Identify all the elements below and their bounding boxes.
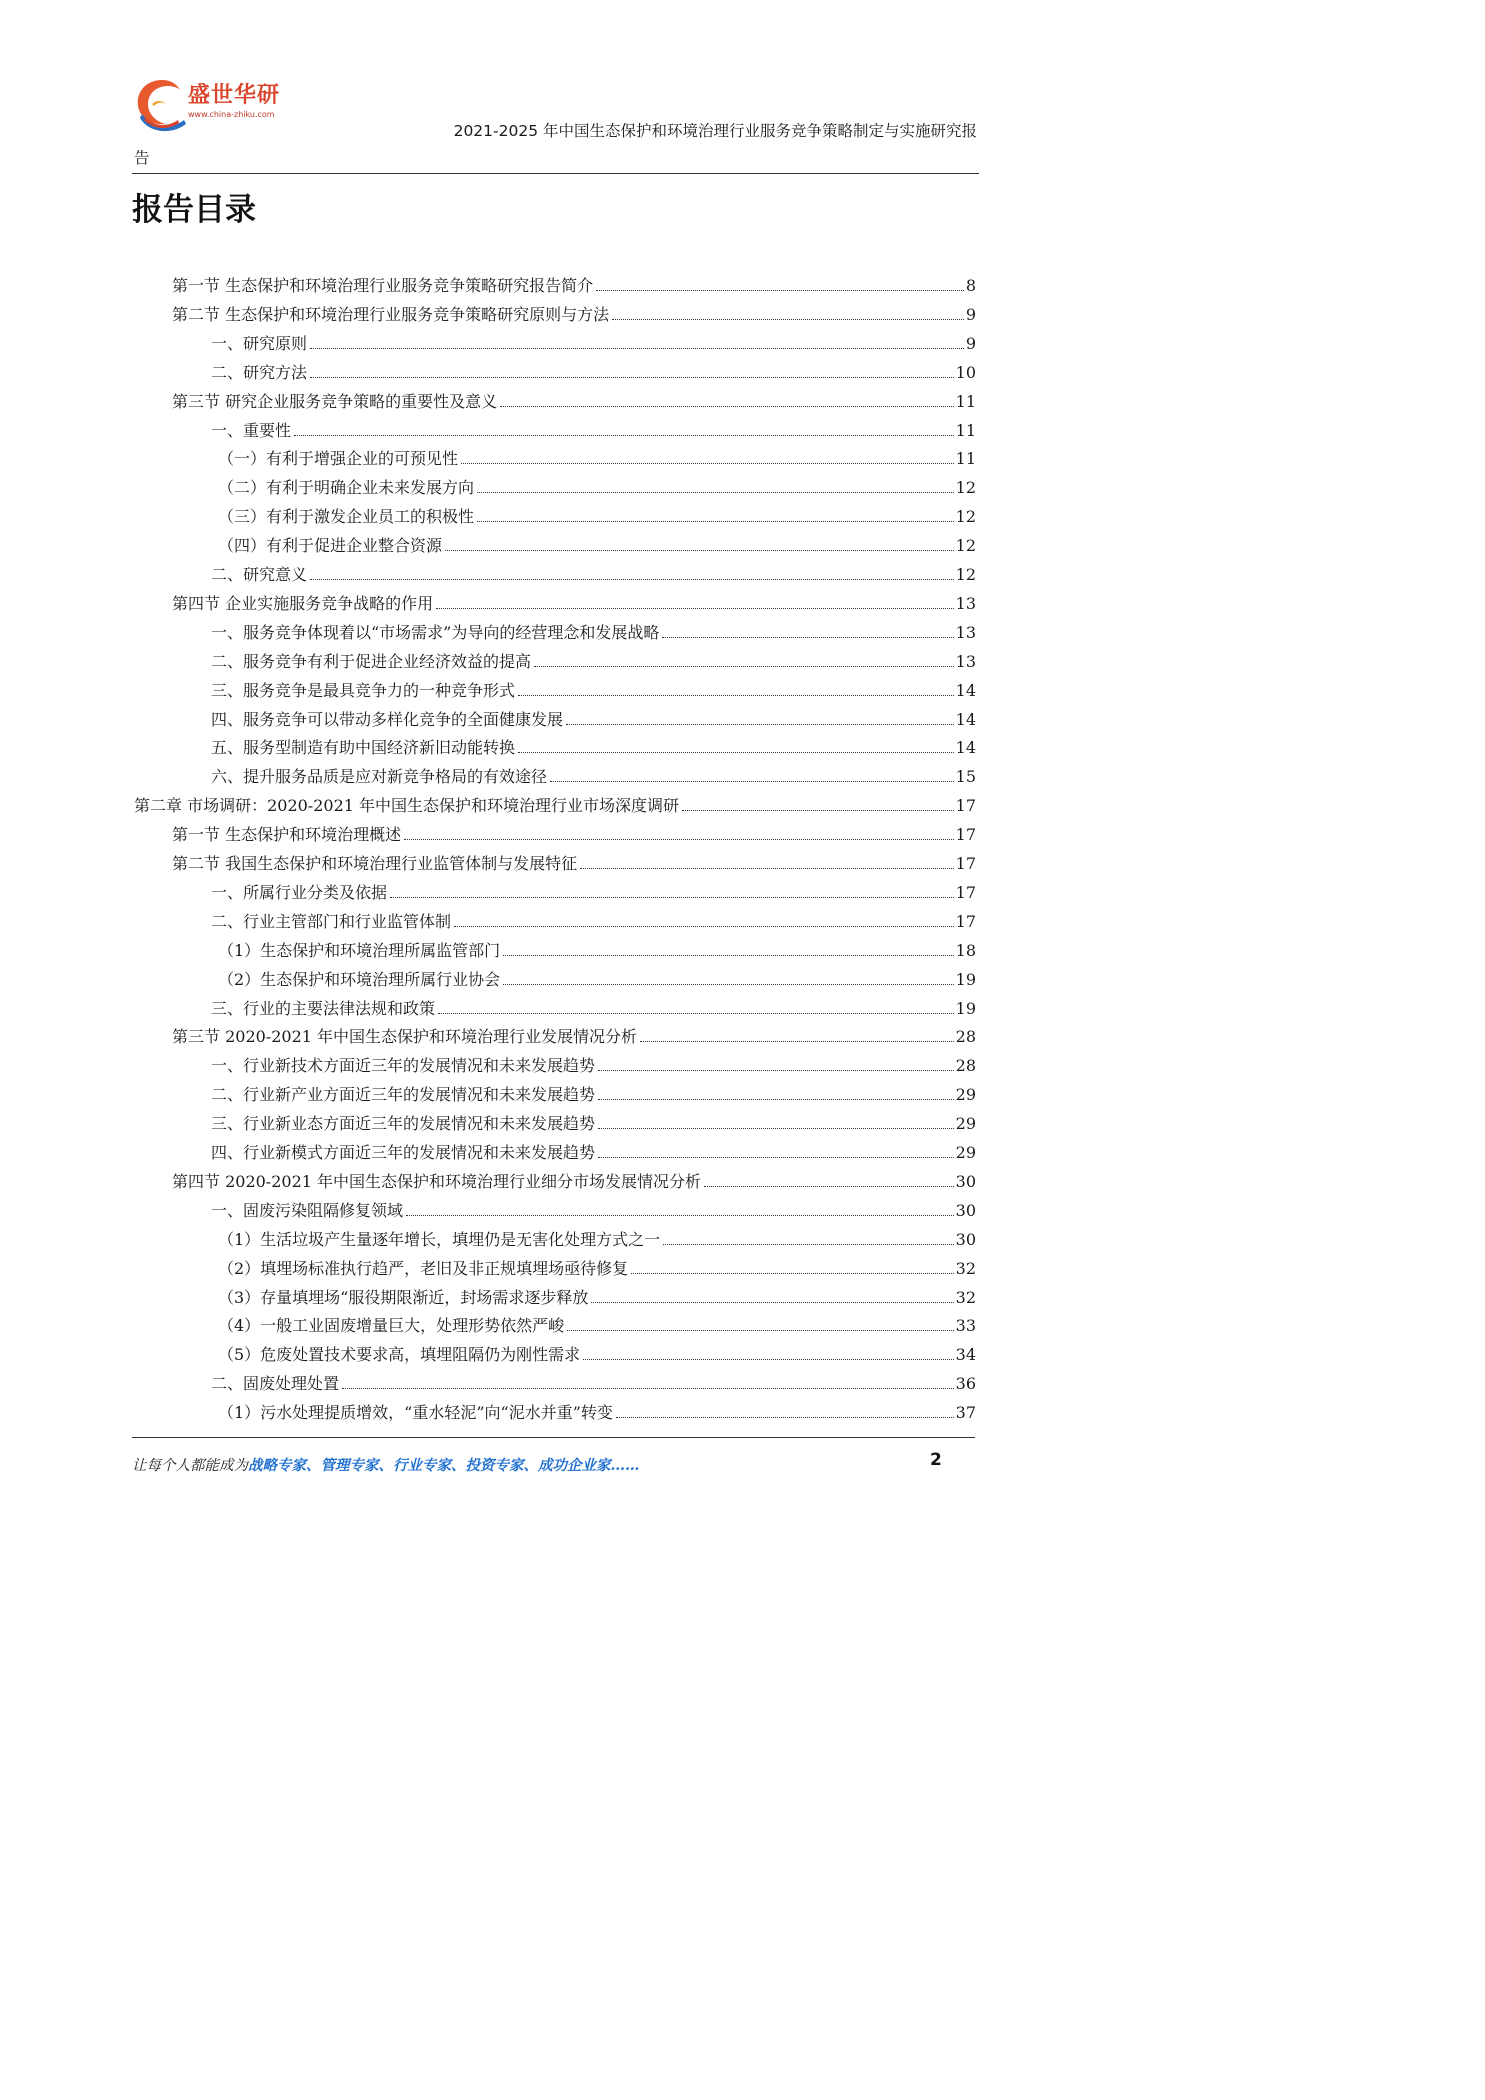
toc-entry-page: 36 — [955, 1374, 976, 1394]
toc-dot-leader — [598, 1157, 954, 1158]
toc-entry-title: 第二节 我国生态保护和环境治理行业监管体制与发展特征 — [172, 854, 578, 873]
toc-dot-leader — [682, 810, 954, 811]
toc-dot-leader — [631, 1273, 953, 1274]
toc-entry-page: 13 — [955, 593, 976, 613]
toc-entry-page: 12 — [955, 507, 976, 527]
report-title: 2021-2025 年中国生态保护和环境治理行业服务竞争策略制定与实施研究报 — [453, 122, 977, 140]
toc-entry-title: 一、服务竞争体现着以“市场需求”为导向的经营理念和发展战略 — [211, 622, 660, 642]
toc-entry[interactable] — [218, 1395, 976, 1423]
toc-entry[interactable] — [211, 355, 976, 383]
toc-entry-title: （三）有利于激发企业员工的积极性 — [218, 507, 475, 527]
toc-dot-leader — [598, 1099, 954, 1100]
toc-entry[interactable] — [211, 557, 976, 585]
toc-entry[interactable] — [218, 470, 976, 498]
toc-dot-leader — [596, 290, 964, 291]
toc-entry[interactable] — [211, 875, 976, 903]
logo-text: 盛世华研 — [188, 83, 281, 108]
toc-entry-page: 14 — [955, 709, 976, 729]
toc-dot-leader — [662, 637, 953, 638]
toc-entry-title: （3）存量填埋场“服役期限渐近，封场需求逐步释放 — [218, 1287, 589, 1307]
toc-entry-title: 一、行业新技术方面近三年的发展情况和未来发展趋势 — [211, 1056, 596, 1076]
toc-entry-title: 一、固废污染阻隔修复领域 — [211, 1200, 404, 1220]
report-title-continuation: 告 — [134, 149, 150, 167]
toc-entry-page: 30 — [955, 1200, 976, 1220]
toc-entry-title: 二、服务竞争有利于促进企业经济效益的提高 — [211, 651, 532, 671]
toc-entry[interactable] — [211, 702, 976, 730]
toc-entry-title: 二、行业新产业方面近三年的发展情况和未来发展趋势 — [211, 1085, 596, 1105]
toc-entry-page: 9 — [965, 333, 976, 353]
toc-entry-page: 17 — [955, 854, 976, 873]
toc-entry[interactable] — [218, 1222, 976, 1250]
toc-entry-title: 二、研究意义 — [211, 565, 308, 584]
toc-dot-leader — [404, 839, 954, 840]
toc-entry[interactable] — [218, 441, 976, 469]
toc-entry[interactable] — [172, 268, 976, 296]
toc-entry[interactable] — [211, 759, 976, 787]
toc-entry-title: 三、行业新业态方面近三年的发展情况和未来发展趋势 — [211, 1114, 596, 1134]
toc-entry[interactable] — [172, 384, 976, 412]
toc-dot-leader — [704, 1186, 954, 1187]
toc-dot-leader — [640, 1041, 954, 1042]
toc-entry[interactable] — [211, 615, 976, 643]
toc-entry[interactable] — [211, 673, 976, 701]
toc-entry-page: 19 — [955, 969, 976, 989]
toc-entry-title: （4）一般工业固废增量巨大，处理形势依然严峻 — [218, 1316, 565, 1336]
toc-entry[interactable] — [211, 644, 976, 672]
toc-entry-title: 第二章 市场调研：2020-2021 年中国生态保护和环境治理行业市场深度调研 — [134, 796, 680, 816]
toc-entry-page: 18 — [955, 940, 976, 960]
toc-entry[interactable] — [211, 1193, 976, 1221]
toc-entry-title: 二、固废处理处置 — [211, 1374, 340, 1394]
toc-dot-leader — [612, 319, 964, 320]
toc-entry-page: 17 — [955, 911, 976, 931]
toc-entry-page: 17 — [955, 825, 976, 845]
toc-entry-title: 六、提升服务品质是应对新竞争格局的有效途径 — [211, 767, 548, 787]
toc-entry[interactable] — [218, 528, 976, 556]
toc-entry-title: 四、服务竞争可以带动多样化竞争的全面健康发展 — [211, 709, 564, 729]
logo-emblem-icon — [132, 74, 192, 140]
toc-entry[interactable] — [172, 297, 976, 325]
toc-entry[interactable] — [218, 1280, 976, 1308]
toc-entry[interactable] — [218, 962, 976, 990]
toc-entry[interactable] — [211, 1106, 976, 1134]
toc-entry-title: 四、行业新模式方面近三年的发展情况和未来发展趋势 — [211, 1143, 596, 1162]
toc-dot-leader — [438, 1013, 954, 1014]
toc-dot-leader — [342, 1388, 954, 1389]
toc-entry-page: 11 — [955, 449, 976, 469]
toc-entry-page: 12 — [955, 478, 976, 498]
toc-entry[interactable] — [172, 1164, 976, 1192]
toc-entry-page: 13 — [955, 651, 976, 671]
toc-entry-title: 第三节 研究企业服务竞争策略的重要性及意义 — [172, 391, 498, 411]
toc-entry-title: 第三节 2020-2021 年中国生态保护和环境治理行业发展情况分析 — [172, 1027, 638, 1047]
toc-entry[interactable] — [211, 991, 976, 1019]
toc-entry-page: 14 — [955, 680, 976, 700]
toc-entry-page: 29 — [955, 1114, 976, 1134]
toc-dot-leader — [500, 406, 954, 407]
toc-entry-title: 一、研究原则 — [211, 333, 308, 353]
toc-entry[interactable] — [172, 586, 976, 614]
toc-dot-leader — [310, 348, 964, 349]
toc-dot-leader — [477, 492, 954, 493]
toc-entry-page: 34 — [955, 1345, 976, 1365]
toc-dot-leader — [310, 579, 954, 580]
toc-entry-page: 28 — [955, 1056, 976, 1076]
toc-dot-leader — [454, 926, 954, 927]
toc-dot-leader — [616, 1417, 954, 1418]
toc-entry-title: 一、重要性 — [211, 420, 292, 440]
toc-entry-page: 8 — [965, 276, 976, 295]
toc-entry[interactable] — [211, 904, 976, 932]
toc-dot-leader — [477, 521, 954, 522]
toc-entry-page: 11 — [955, 420, 976, 440]
toc-entry[interactable] — [218, 933, 976, 961]
toc-dot-leader — [580, 868, 954, 869]
toc-entry-page: 15 — [955, 767, 976, 787]
toc-dot-leader — [390, 897, 954, 898]
toc-dot-leader — [566, 724, 954, 725]
footer-slogan-highlight: 战略专家、管理专家、行业专家、投资专家、成功企业家…… — [248, 1457, 640, 1474]
toc-dot-leader — [534, 666, 954, 667]
toc-entry[interactable] — [218, 1308, 976, 1336]
toc-entry[interactable] — [211, 326, 976, 354]
toc-dot-leader — [663, 1244, 953, 1245]
toc-entry-title: 第四节 2020-2021 年中国生态保护和环境治理行业细分市场发展情况分析 — [172, 1171, 702, 1191]
toc-entry-page: 29 — [955, 1143, 976, 1162]
toc-dot-leader — [518, 752, 954, 753]
toc-dot-leader — [518, 695, 954, 696]
toc-entry[interactable] — [211, 1366, 976, 1394]
toc-entry-title: 第二节 生态保护和环境治理行业服务竞争策略研究原则与方法 — [172, 304, 610, 324]
toc-entry-page: 11 — [955, 391, 976, 411]
toc-entry-title: （四）有利于促进企业整合资源 — [218, 536, 443, 556]
toc-entry-title: 二、研究方法 — [211, 362, 308, 382]
toc-entry-title: （二）有利于明确企业未来发展方向 — [218, 478, 475, 498]
toc-entry[interactable] — [172, 817, 976, 845]
toc-entry-page: 32 — [955, 1258, 976, 1278]
toc-dot-leader — [406, 1215, 954, 1216]
toc-entry-title: （2）填埋场标准执行趋严，老旧及非正规填埋场亟待修复 — [218, 1258, 629, 1278]
toc-dot-leader — [567, 1330, 953, 1331]
toc-entry-page: 29 — [955, 1085, 976, 1105]
toc-entry[interactable] — [172, 1019, 976, 1047]
toc-entry-page: 13 — [955, 622, 976, 642]
footer-divider — [132, 1437, 975, 1438]
toc-entry[interactable] — [211, 1077, 976, 1105]
toc-dot-leader — [598, 1128, 954, 1129]
toc-entry-page: 30 — [955, 1171, 976, 1191]
toc-entry-page: 12 — [955, 565, 976, 584]
toc-entry-title: （1）生活垃圾产生量逐年增长，填埋仍是无害化处理方式之一 — [218, 1229, 661, 1249]
footer-slogan-prefix: 让每个人都能成为 — [132, 1458, 248, 1474]
toc-dot-leader — [310, 377, 954, 378]
toc-dot-leader — [550, 781, 954, 782]
toc-entry-page: 30 — [955, 1229, 976, 1249]
toc-entry[interactable] — [211, 1048, 976, 1076]
page-number: 2 — [930, 1450, 942, 1470]
footer-slogan — [132, 1454, 640, 1475]
toc-entry[interactable] — [218, 499, 976, 527]
toc-dot-leader — [503, 984, 953, 985]
toc-entry-title: （1）污水处理提质增效，“重水轻泥”向“泥水并重”转变 — [218, 1403, 613, 1423]
toc-entry-page: 17 — [955, 796, 976, 816]
toc-entry-page: 17 — [955, 882, 976, 902]
toc-dot-leader — [436, 608, 954, 609]
toc-entry-title: 三、行业的主要法律法规和政策 — [211, 998, 436, 1018]
toc-entry-title: （1）生态保护和环境治理所属监管部门 — [218, 940, 501, 960]
toc-entry-page: 19 — [955, 998, 976, 1018]
toc-entry-title: 二、行业主管部门和行业监管体制 — [211, 911, 452, 931]
header-divider — [132, 173, 979, 174]
toc-entry-page: 37 — [955, 1403, 976, 1423]
toc-entry-title: 三、服务竞争是最具竞争力的一种竞争形式 — [211, 680, 516, 700]
toc-entry[interactable] — [211, 730, 976, 758]
toc-dot-leader — [294, 435, 954, 436]
toc-entry-title: 第四节 企业实施服务竞争战略的作用 — [172, 593, 434, 613]
toc-dot-leader — [583, 1359, 953, 1360]
toc-entry-title: 第一节 生态保护和环境治理行业服务竞争策略研究报告简介 — [172, 276, 594, 295]
toc-entry-title: （一）有利于增强企业的可预见性 — [218, 449, 459, 469]
toc-entry-page: 32 — [955, 1287, 976, 1307]
toc-entry[interactable] — [218, 1251, 976, 1279]
toc-entry-page: 28 — [955, 1027, 976, 1047]
toc-dot-leader — [445, 550, 954, 551]
toc-entry-title: 五、服务型制造有助中国经济新旧动能转换 — [211, 738, 516, 758]
toc-entry-title: 第一节 生态保护和环境治理概述 — [172, 825, 402, 845]
toc-entry[interactable] — [218, 1337, 976, 1365]
toc-entry-page: 10 — [955, 362, 976, 382]
toc-entry-title: （5）危废处置技术要求高，填埋阻隔仍为刚性需求 — [218, 1345, 581, 1365]
toc-entry-title: 一、所属行业分类及依据 — [211, 882, 388, 902]
toc-entry-page: 9 — [965, 304, 976, 324]
page-title: 报告目录 — [132, 192, 256, 228]
toc-dot-leader — [598, 1070, 954, 1071]
toc-entry[interactable] — [172, 846, 976, 874]
toc-dot-leader — [503, 955, 953, 956]
toc-dot-leader — [591, 1302, 953, 1303]
toc-entry[interactable] — [211, 1135, 976, 1163]
toc-entry-page: 12 — [955, 536, 976, 556]
toc-entry[interactable] — [134, 788, 976, 816]
toc-entry-page: 33 — [955, 1316, 976, 1336]
toc-entry-page: 14 — [955, 738, 976, 758]
toc-entry-title: （2）生态保护和环境治理所属行业协会 — [218, 969, 501, 989]
toc-entry[interactable] — [211, 413, 976, 441]
toc-dot-leader — [461, 463, 954, 464]
logo-url: www.china-zhiku.com — [188, 110, 275, 119]
